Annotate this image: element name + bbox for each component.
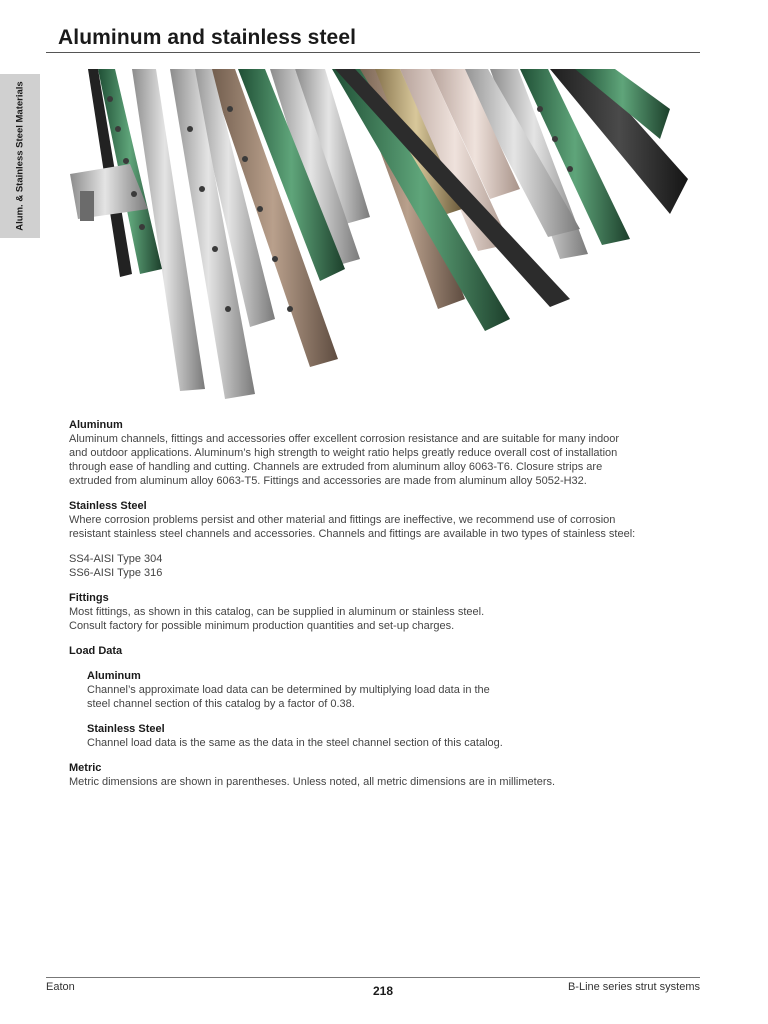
page-number: 218	[373, 984, 394, 998]
side-section-tab-label: Alum. & Stainless Steel Materials	[14, 81, 26, 231]
load-data-heading: Load Data	[69, 645, 123, 657]
aluminum-line: and outdoor applications. Aluminum’s high strength to weight ratio helps greatly reduce overall cost of installation	[69, 447, 618, 459]
stainless-heading: Stainless Steel	[69, 500, 147, 512]
load-aluminum-line: steel channel section of this catalog by a factor of 0.38.	[87, 698, 355, 710]
load-aluminum-line: Channel’s approximate load data can be determined by multiplying load data in the	[87, 684, 490, 696]
footer-divider	[46, 977, 700, 978]
fittings-line: Most fittings, as shown in this catalog, can be supplied in aluminum or stainless steel.	[69, 606, 485, 618]
metric-heading: Metric	[69, 762, 102, 774]
stainless-type: SS4-AISI Type 304	[69, 553, 163, 565]
footer-product-line: B-Line series strut systems	[567, 981, 700, 993]
strut-channels-photo	[70, 69, 690, 405]
footer-company: Eaton	[46, 981, 75, 993]
body-text	[69, 418, 709, 789]
page-title: Aluminum and stainless steel	[58, 26, 357, 49]
stainless-line: Where corrosion problems persist and other material and fittings are ineffective, we recommend use of corrosion	[69, 514, 616, 526]
title-divider	[46, 52, 700, 53]
load-aluminum-heading: Aluminum	[87, 670, 141, 682]
aluminum-line: extruded from aluminum alloy 6063-T5. Fittings and accessories are made from aluminum alloy 5052-H32.	[69, 475, 587, 487]
metric-line: Metric dimensions are shown in parentheses. Unless noted, all metric dimensions are in millimeters.	[69, 776, 556, 788]
aluminum-line: through ease of handling and cutting. Channels are extruded from aluminum alloy 6063-T6. Closure strips are	[69, 461, 603, 473]
load-stainless-heading: Stainless Steel	[87, 723, 165, 735]
aluminum-line: Aluminum channels, fittings and accessories offer excellent corrosion resistance and are suitable for many indoor	[69, 433, 620, 445]
fittings-line: Consult factory for possible minimum production quantities and set-up charges.	[69, 620, 455, 632]
aluminum-heading: Aluminum	[69, 419, 123, 431]
stainless-type: SS6-AISI Type 316	[69, 567, 163, 579]
load-stainless-line: Channel load data is the same as the data in the steel channel section of this catalog.	[87, 737, 503, 749]
fittings-heading: Fittings	[69, 592, 109, 604]
stainless-line: resistant stainless steel channels and accessories. Channels and fittings are available in two types of stainless steel:	[69, 528, 636, 540]
side-section-tab	[0, 74, 40, 238]
